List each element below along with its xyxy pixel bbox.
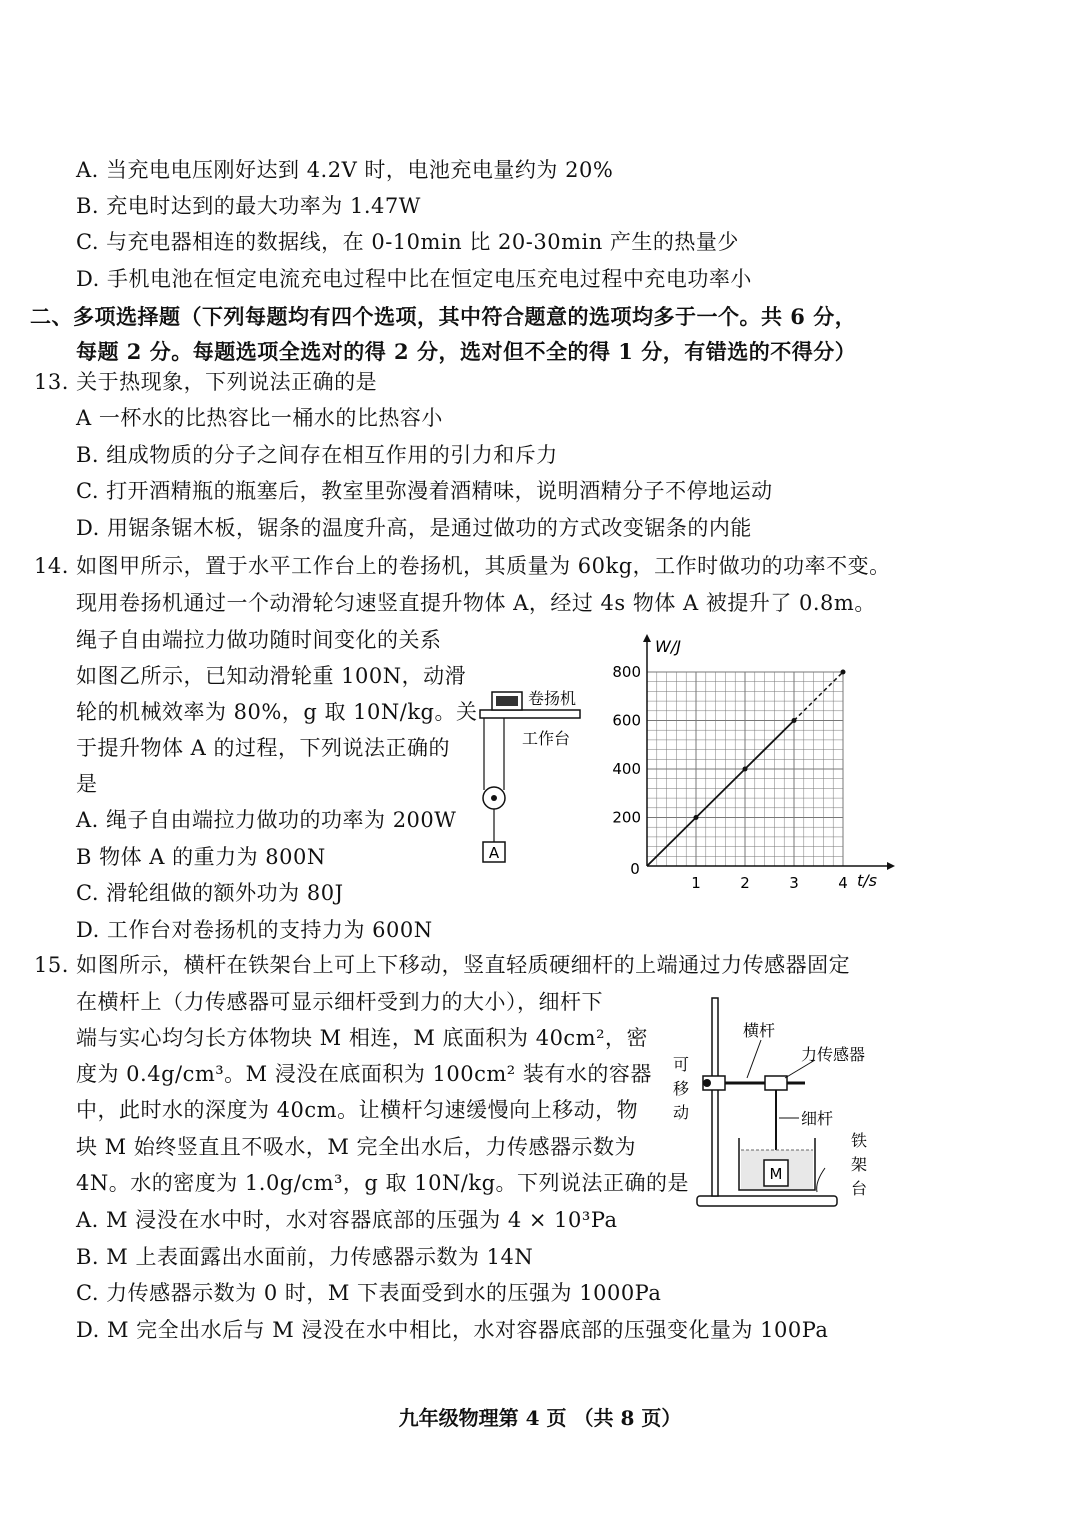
q12-option-a: A. 当充电电压刚好达到 4.2V 时，电池充电量约为 20% — [76, 158, 614, 182]
x-tick-label: 2 — [740, 874, 750, 892]
q13-option-d: D. 用锯条锯木板，锯条的温度升高，是通过做功的方式改变锯条的内能 — [76, 516, 752, 540]
work-table-top — [480, 710, 580, 718]
data-point — [841, 670, 846, 675]
x-tick-label: 3 — [789, 874, 799, 892]
q15-option-c: C. 力传感器示数为 0 时，M 下表面受到水的压强为 1000Pa — [76, 1281, 662, 1305]
page-footer: 九年级物理第 4 页 （共 8 页） — [398, 1406, 682, 1430]
q15-stem-line1: 15. 如图所示，横杆在铁架台上可上下移动，竖直轻质硬细杆的上端通过力传感器固定 — [34, 953, 851, 977]
stand-label-2: 架 — [851, 1155, 868, 1174]
q14-work-time-chart — [605, 632, 895, 894]
pulley-axle — [491, 795, 497, 801]
q12-option-b: B. 充电时达到的最大功率为 1.47W — [76, 194, 421, 218]
origin-label: 0 — [630, 860, 640, 878]
section2-heading-line2: 每题 2 分。每题选项全选对的得 2 分，选对但不全的得 1 分，有错选的不得分） — [76, 339, 857, 364]
sensor-label: 力传感器 — [801, 1045, 866, 1064]
q14-stem-line7: 是 — [76, 772, 98, 796]
x-axis-arrow — [887, 862, 895, 870]
q13-option-c: C. 打开酒精瓶的瓶塞后，教室里弥漫着酒精味，说明酒精分子不停地运动 — [76, 479, 773, 503]
q15-stem-line2: 在横杆上（力传感器可显示细杆受到力的大小），细杆下 — [76, 990, 603, 1014]
block-a-label: A — [488, 844, 500, 862]
section2-heading-line1: 二、多项选择题（下列每题均有四个选项，其中符合题意的选项均多于一个。共 6 分， — [30, 304, 857, 329]
data-point — [792, 718, 797, 723]
series-line-dashed — [794, 672, 843, 721]
y-tick-label: 800 — [612, 663, 641, 681]
y-axis-arrow — [643, 634, 651, 642]
q14-stem-line4: 如图乙所示，已知动滑轮重 100N，动滑 — [76, 664, 467, 688]
q12-option-c: C. 与充电器相连的数据线，在 0-10min 比 20-30min 产生的热量少 — [76, 230, 739, 254]
movable-label-1: 可 — [673, 1055, 690, 1074]
q15-stand-figure — [665, 990, 895, 1220]
q15-stem-line4: 度为 0.4g/cm³。M 浸没在底面积为 100cm² 装有水的容器 — [76, 1062, 652, 1086]
q14-option-d: D. 工作台对卷扬机的支持力为 600N — [76, 918, 433, 942]
y-axis-label: W/J — [655, 637, 681, 656]
crossbar-label: 横杆 — [743, 1021, 776, 1040]
q15-option-a: A. M 浸没在水中时，水对容器底部的压强为 4 × 10³Pa — [76, 1208, 618, 1232]
q14-stem-line5: 轮的机械效率为 80%，g 取 10N/kg。关 — [76, 700, 478, 724]
stand-leader — [817, 1168, 825, 1192]
q13-option-a: A 一杯水的比热容比一桶水的比热容小 — [76, 406, 443, 430]
y-tick-label: 600 — [612, 711, 641, 730]
q15-stem-line5: 中，此时水的深度为 40cm。让横杆匀速缓慢向上移动，物 — [76, 1098, 639, 1122]
q15-stem-line7: 4N。水的密度为 1.0g/cm³，g 取 10N/kg。下列说法正确的是 — [76, 1171, 690, 1195]
q15-stem-line6: 块 M 始终竖直且不吸水，M 完全出水后，力传感器示数为 — [76, 1135, 637, 1159]
data-point — [694, 815, 699, 820]
x-axis-label: t/s — [857, 871, 877, 890]
y-tick-label: 400 — [612, 760, 641, 778]
x-tick-label: 4 — [838, 874, 848, 892]
q14-stem-line2: 现用卷扬机通过一个动滑轮匀速竖直提升物体 A，经过 4s 物体 A 被提升了 0.8m。 — [76, 591, 876, 615]
q14-stem-line3: 绳子自由端拉力做功随时间变化的关系 — [76, 628, 442, 652]
stand-pole — [712, 998, 718, 1196]
q12-option-d: D. 手机电池在恒定电流充电过程中比在恒定电压充电过程中充电功率小 — [76, 267, 752, 291]
q15-stem-line3: 端与实心均匀长方体物块 M 相连，M 底面积为 40cm²，密 — [76, 1026, 649, 1050]
q14-winch-figure — [470, 680, 600, 880]
stand-base — [697, 1196, 837, 1206]
q14-option-c: C. 滑轮组做的额外功为 80J — [76, 881, 344, 905]
q14-option-b: B 物体 A 的重力为 800N — [76, 845, 326, 869]
winch-drum — [496, 696, 518, 706]
crossbar-leader — [747, 1040, 761, 1078]
winch-label: 卷扬机 — [528, 689, 577, 708]
q13-option-b: B. 组成物质的分子之间存在相互作用的引力和斥力 — [76, 443, 558, 467]
movable-label-3: 动 — [673, 1103, 690, 1122]
q15-option-d: D. M 完全出水后与 M 浸没在水中相比，水对容器底部的压强变化量为 100Pa — [76, 1318, 829, 1342]
data-point — [743, 767, 748, 772]
series-line — [647, 721, 794, 867]
q14-stem-line6: 于提升物体 A 的过程，下列说法正确的 — [76, 736, 451, 760]
clamp-screw — [703, 1079, 711, 1087]
block-m-label: M — [769, 1165, 783, 1183]
q14-option-a: A. 绳子自由端拉力做功的功率为 200W — [76, 808, 457, 832]
y-tick-label: 200 — [612, 808, 641, 827]
work-table-label: 工作台 — [522, 729, 571, 748]
rod-label: 细杆 — [801, 1109, 834, 1128]
stand-label-1: 铁 — [851, 1131, 868, 1150]
movable-label-2: 移 — [673, 1079, 690, 1098]
q15-option-b: B. M 上表面露出水面前，力传感器示数为 14N — [76, 1245, 534, 1269]
q13-stem: 13. 关于热现象，下列说法正确的是 — [34, 370, 378, 394]
force-sensor — [765, 1076, 787, 1090]
q14-stem-line1: 14. 如图甲所示，置于水平工作台上的卷扬机，其质量为 60kg，工作时做功的功率不变。 — [34, 554, 891, 578]
x-tick-label: 1 — [691, 874, 701, 892]
chart-series — [647, 670, 846, 867]
stand-label-3: 台 — [851, 1179, 868, 1198]
